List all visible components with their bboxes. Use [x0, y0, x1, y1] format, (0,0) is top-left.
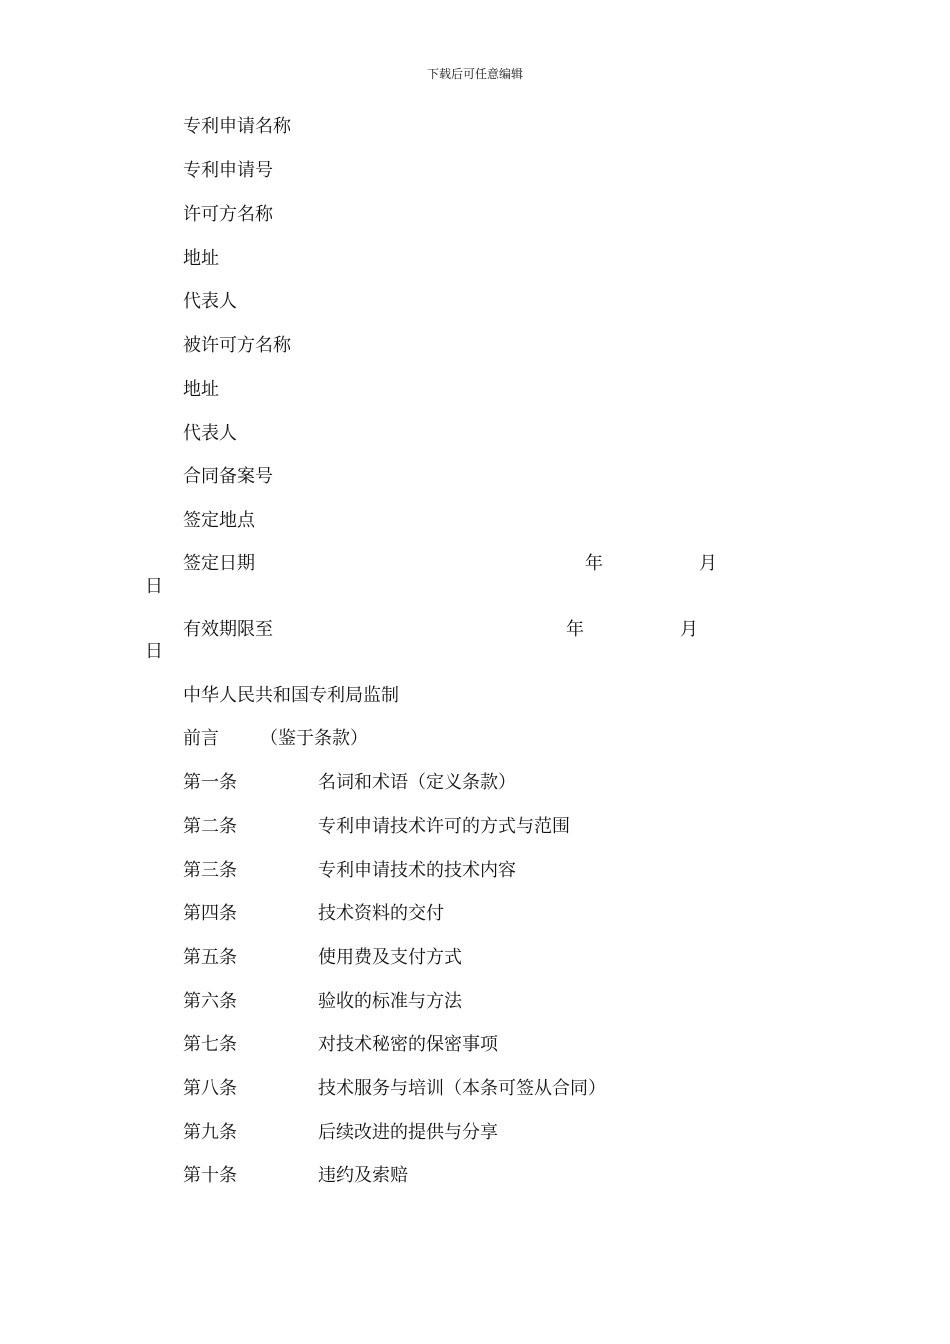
preface-label: 前言: [183, 728, 219, 749]
article-title: 对技术秘密的保密事项: [318, 1034, 498, 1055]
page-header: 下载后可任意编辑: [426, 67, 523, 81]
patent-number-label: 专利申请号: [183, 160, 273, 181]
licensor-name-label: 许可方名称: [183, 204, 273, 225]
licensor-address-label: 地址: [183, 248, 219, 269]
licensee-representative-label: 代表人: [183, 423, 237, 444]
article-title: 验收的标准与方法: [318, 991, 462, 1012]
article-number: 第十条: [183, 1165, 237, 1186]
valid-until-day: 日: [145, 641, 163, 662]
article-number: 第四条: [183, 903, 237, 924]
article-title: 技术资料的交付: [318, 903, 444, 924]
article-number: 第九条: [183, 1122, 237, 1143]
article-number: 第六条: [183, 991, 237, 1012]
signing-date-label: 签定日期: [183, 553, 255, 574]
article-number: 第一条: [183, 772, 237, 793]
valid-until-label: 有效期限至: [183, 619, 273, 640]
valid-until-month: 月: [680, 619, 698, 640]
valid-until-year: 年: [566, 619, 584, 640]
article-title: 专利申请技术许可的方式与范围: [318, 816, 570, 837]
article-title: 名词和术语（定义条款）: [318, 772, 516, 793]
patent-name-label: 专利申请名称: [183, 116, 291, 137]
licensee-name-label: 被许可方名称: [183, 335, 291, 356]
preface-note: （鉴于条款）: [260, 728, 368, 749]
licensee-address-label: 地址: [183, 379, 219, 400]
article-title: 使用费及支付方式: [318, 947, 462, 968]
article-title: 后续改进的提供与分享: [318, 1122, 498, 1143]
article-number: 第五条: [183, 947, 237, 968]
article-title: 专利申请技术的技术内容: [318, 860, 516, 881]
article-title: 违约及索赔: [318, 1165, 408, 1186]
licensor-representative-label: 代表人: [183, 291, 237, 312]
signing-place-label: 签定地点: [183, 510, 255, 531]
contract-record-number-label: 合同备案号: [183, 466, 273, 487]
supervisor-line: 中华人民共和国专利局监制: [183, 685, 399, 706]
article-number: 第七条: [183, 1034, 237, 1055]
article-number: 第八条: [183, 1078, 237, 1099]
signing-date-day: 日: [145, 576, 163, 597]
signing-date-year: 年: [585, 553, 603, 574]
article-number: 第三条: [183, 860, 237, 881]
article-number: 第二条: [183, 816, 237, 837]
signing-date-month: 月: [699, 553, 717, 574]
article-title: 技术服务与培训（本条可签从合同）: [318, 1078, 606, 1099]
